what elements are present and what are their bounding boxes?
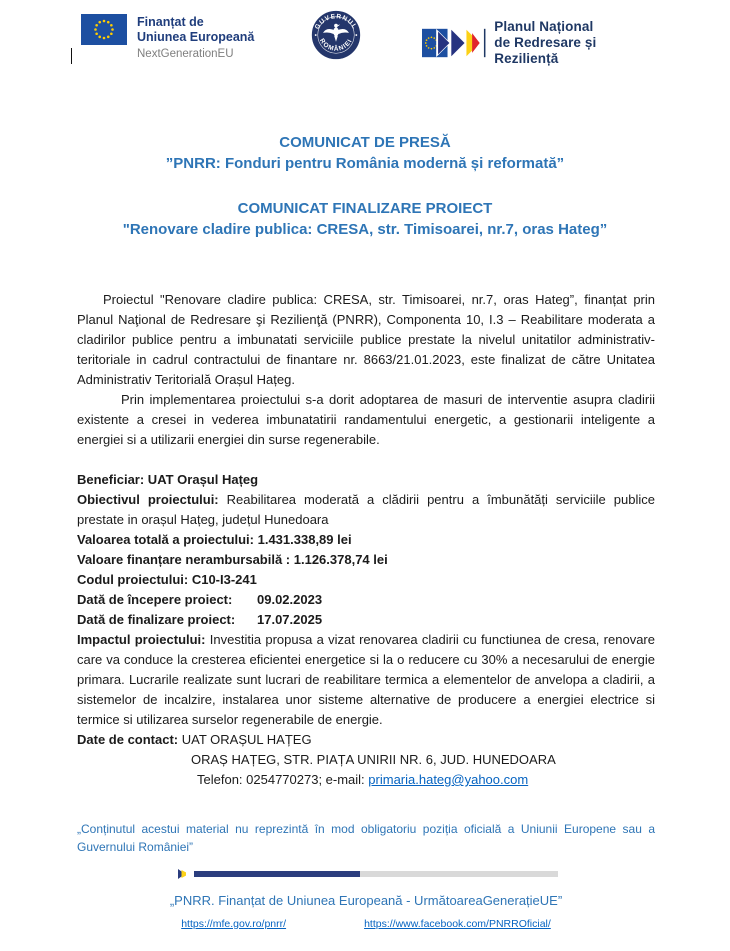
seal-bottom-text: ROMÂNIEI [317, 37, 355, 53]
pnrr-logo-line2: de Redresare și Reziliență [494, 35, 597, 66]
paragraph-implementation: Prin implementarea proiectului s-a dorit adoptarea de masuri de interventie asupra cladirii existente a cresei in vederea imbunatatirii randamentului energetic, a gestionarii inteligente a energiei si a utilizarii energiei din surse regenerabile. [77, 392, 655, 447]
email-link[interactable]: primaria.hateg@yahoo.com [368, 772, 529, 787]
document-body [77, 290, 655, 790]
seal-top-text: GUVERNUL [313, 13, 359, 31]
pnrr-logo-line1: Planul Național [494, 19, 594, 34]
text-cursor-artifact [71, 48, 72, 64]
objective-text: Reabilitarea moderată a clădirii pentru a îmbunătăți serviciile publice prestate in orașul Hațeg, județul Hunedoara [77, 492, 655, 527]
total-value-line: Valoarea totală a proiectului: 1.431.338,89 lei [77, 532, 352, 547]
eu-flag-icon [81, 14, 127, 46]
document-header [77, 10, 655, 76]
paragraph-project-description: Proiectul "Renovare cladire publica: CRESA, str. Timisoarei, nr.7, oras Hateg”, finanțat prin Planul Naţional de Redresare şi Rezilienţă (PNRR), Componenta 10, I.3 – Reabilitare moderata a cladirilor publice pentru a imbunatati serviciile publice prestate la nivelul unitatilor administrativ-teritoriale in cadrul contractului de finantare nr. 8663/21.01.2023, este finalizat de către Unitatea Administrativ Teritorială Orașul Hațeg. [77, 292, 655, 387]
pnrr-tagline: „PNRR. Finanțat de Uniunea Europeană - UrmătoareaGenerațieUE” [169, 893, 563, 908]
decorative-progress-bar [178, 869, 558, 878]
footer-links [77, 918, 655, 930]
pnrr-logo [422, 19, 655, 67]
pnrr-arrows-icon [422, 28, 486, 58]
contact-address-line: ORAȘ HAȚEG, STR. PIAȚA UNIRII NR. 6, JUD. HUNEDOARA [191, 752, 556, 767]
beneficiary-line: Beneficiar: UAT Orașul Hațeg [77, 472, 259, 487]
bar-arrow-icon [178, 869, 194, 879]
eu-funding-logo [81, 14, 254, 62]
end-date-line [77, 610, 655, 630]
contact-value: UAT ORAȘUL HAȚEG [181, 732, 312, 747]
contact-phone-text: Telefon: 0254770273; e-mail: [197, 772, 369, 787]
start-date-line [77, 590, 655, 610]
eu-logo-line2: Uniunea Europeană [137, 30, 255, 44]
objective-line [77, 490, 655, 530]
title-block [77, 132, 653, 240]
project-completion-title: COMUNICAT FINALIZARE PROIECT [237, 200, 493, 217]
contact-phone-line [197, 770, 655, 790]
eu-logo-line3: NextGenerationEU [137, 48, 234, 60]
impact-line [77, 630, 655, 730]
press-release-title: COMUNICAT DE PRESĂ [279, 134, 451, 151]
page-footer [77, 820, 655, 930]
press-release-subtitle: ”PNRR: Fonduri pentru România modernă și reformată” [165, 155, 565, 172]
contact-label: Date de contact: [77, 732, 179, 747]
facebook-pnrr-link[interactable]: https://www.facebook.com/PNRROficial/ [364, 918, 551, 930]
romanian-government-seal-icon [311, 10, 361, 70]
start-date-label: Dată de începere proiect: [77, 592, 233, 607]
objective-label: Obiectivul proiectului: [77, 492, 219, 507]
bar-gray-segment [360, 871, 558, 877]
project-code-line: Codul proiectului: C10-I3-241 [77, 572, 257, 587]
bar-navy-segment [194, 871, 360, 877]
project-details [77, 470, 655, 790]
impact-label: Impactul proiectului: [77, 632, 206, 647]
mfe-pnrr-link[interactable]: https://mfe.gov.ro/pnrr/ [181, 918, 287, 930]
impact-text: Investitia propusa a vizat renovarea cladirii cu functiunea de cresa, renovare care va conduce la cresterea eficientei energetice si la o reducere cu 30% a necesarului de energie primara. Lucrarile realizate sunt lucrari de reabilitare termica a elementelor de anvelopa a cladirii, a sistemelor de incalzire, instalarea unor sisteme alternative de producere a energiei electrice si termice si utilizarea surselor regenerabile de energie. [77, 632, 655, 727]
end-date-value: 17.07.2025 [257, 612, 323, 627]
eu-logo-line1: Finanțat de [137, 15, 204, 29]
grant-value-line: Valoare finanțare nerambursabilă : 1.126.378,74 lei [77, 552, 388, 567]
contact-line [77, 730, 655, 750]
disclaimer-text: „Conținutul acestui material nu reprezintă în mod obligatoriu poziția oficială a Uniunii Europene sau a Guvernului României” [77, 822, 655, 854]
start-date-value: 09.02.2023 [257, 592, 323, 607]
end-date-label: Dată de finalizare proiect: [77, 612, 236, 627]
project-name-title: "Renovare cladire publica: CRESA, str. Timisoarei, nr.7, oras Hateg” [122, 221, 608, 238]
